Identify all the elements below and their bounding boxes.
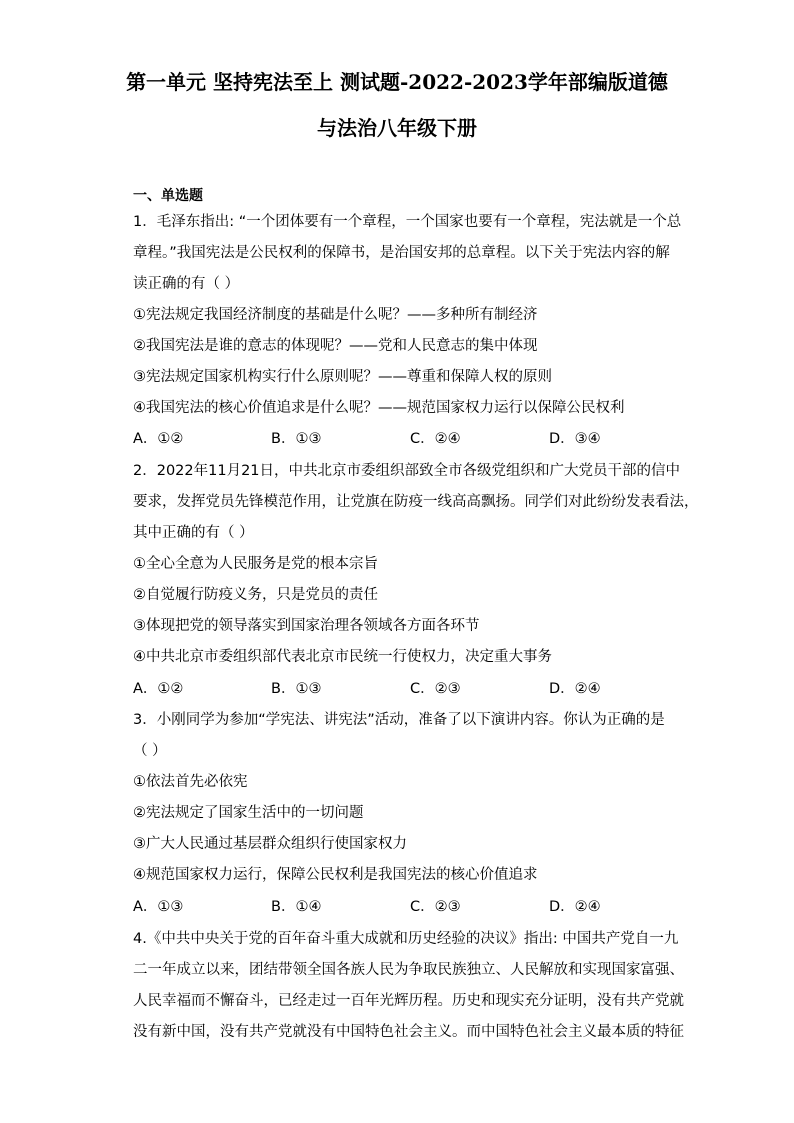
question-4-line: 人民幸福而不懈奋斗，已经走过一百年光辉历程。历史和现实充分证明，没有共产党就	[133, 993, 684, 1009]
question-1-statement: ②我国宪法是谁的意志的体现呢？——党和人民意志的集中体现	[133, 338, 538, 354]
document-title-line-1: 第一单元 坚持宪法至上 测试题-2022-2023学年部编版道德	[126, 70, 668, 94]
question-1-statement: ①宪法规定我国经济制度的基础是什么呢？——多种所有制经济	[133, 307, 538, 323]
document-title-line-2: 与法治八年级下册	[317, 116, 477, 140]
question-2-statement: ④中共北京市委组织部代表北京市民统一行使权力，决定重大事务	[133, 649, 552, 665]
question-1-option-c: C．②④	[410, 431, 461, 447]
question-2-statement: ②自觉履行防疫义务，只是党员的责任	[133, 587, 378, 603]
question-1-line: 1．毛泽东指出: “一个团体要有一个章程，一个国家也要有一个章程，宪法就是一个总	[133, 214, 682, 230]
question-1-option-d: D．③④	[549, 431, 601, 447]
question-3-statement: ①依法首先必依宪	[133, 774, 248, 790]
question-3-line: （ ）	[133, 743, 167, 759]
question-1-option-b: B．①③	[271, 431, 322, 447]
question-2-line: 2．2022年11月21日，中共北京市委组织部致全市各级党组织和广大党员干部的信中	[133, 463, 681, 479]
question-2-line: 要求，发挥党员先锋模范作用，让党旗在防疫一线高高飘扬。同学们对此纷纷发表看法，	[133, 494, 699, 510]
question-3-statement: ④规范国家权力运行，保障公民权利是我国宪法的核心价值追求	[133, 867, 538, 883]
section-heading: 一、单选题	[133, 188, 203, 204]
question-3-option-a: A．①③	[133, 899, 184, 915]
question-1-line: 读正确的有（ ）	[133, 276, 240, 292]
question-3-option-b: B．①④	[271, 899, 322, 915]
question-2-option-c: C．②③	[410, 681, 461, 697]
question-2-line: 其中正确的有（ ）	[133, 525, 254, 541]
question-2-option-d: D．②④	[549, 681, 601, 697]
question-1-statement: ④我国宪法的核心价值追求是什么呢？——规范国家权力运行以保障公民权利	[133, 400, 625, 416]
question-1-statement: ③宪法规定国家机构实行什么原则呢？——尊重和保障人权的原则	[133, 369, 552, 385]
question-2-option-b: B．①③	[271, 681, 322, 697]
question-3-option-d: D．②④	[549, 899, 601, 915]
question-1-line: 章程。”我国宪法是公民权利的保障书，是治国安邦的总章程。以下关于宪法内容的解	[133, 245, 670, 261]
question-2-option-a: A．①②	[133, 681, 184, 697]
question-3-line: 3．小刚同学为参加“学宪法、讲宪法”活动，准备了以下演讲内容。你认为正确的是	[133, 712, 665, 728]
question-1-option-a: A．①②	[133, 431, 184, 447]
question-4-line: 4.《中共中央关于党的百年奋斗重大成就和历史经验的决议》指出: 中国共产党自一九	[133, 931, 679, 947]
question-4-line: 没有新中国，没有共产党就没有中国特色社会主义。而中国特色社会主义最本质的特征	[133, 1024, 684, 1040]
question-3-statement: ③广大人民通过基层群众组织行使国家权力	[133, 836, 407, 852]
question-3-option-c: C．②③	[410, 899, 461, 915]
question-2-statement: ①全心全意为人民服务是党的根本宗旨	[133, 556, 378, 572]
question-2-statement: ③体现把党的领导落实到国家治理各领域各方面各环节	[133, 618, 480, 634]
question-4-line: 二一年成立以来，团结带领全国各族人民为争取民族独立、人民解放和实现国家富强、	[133, 962, 684, 978]
question-3-statement: ②宪法规定了国家生活中的一切问题	[133, 805, 364, 821]
